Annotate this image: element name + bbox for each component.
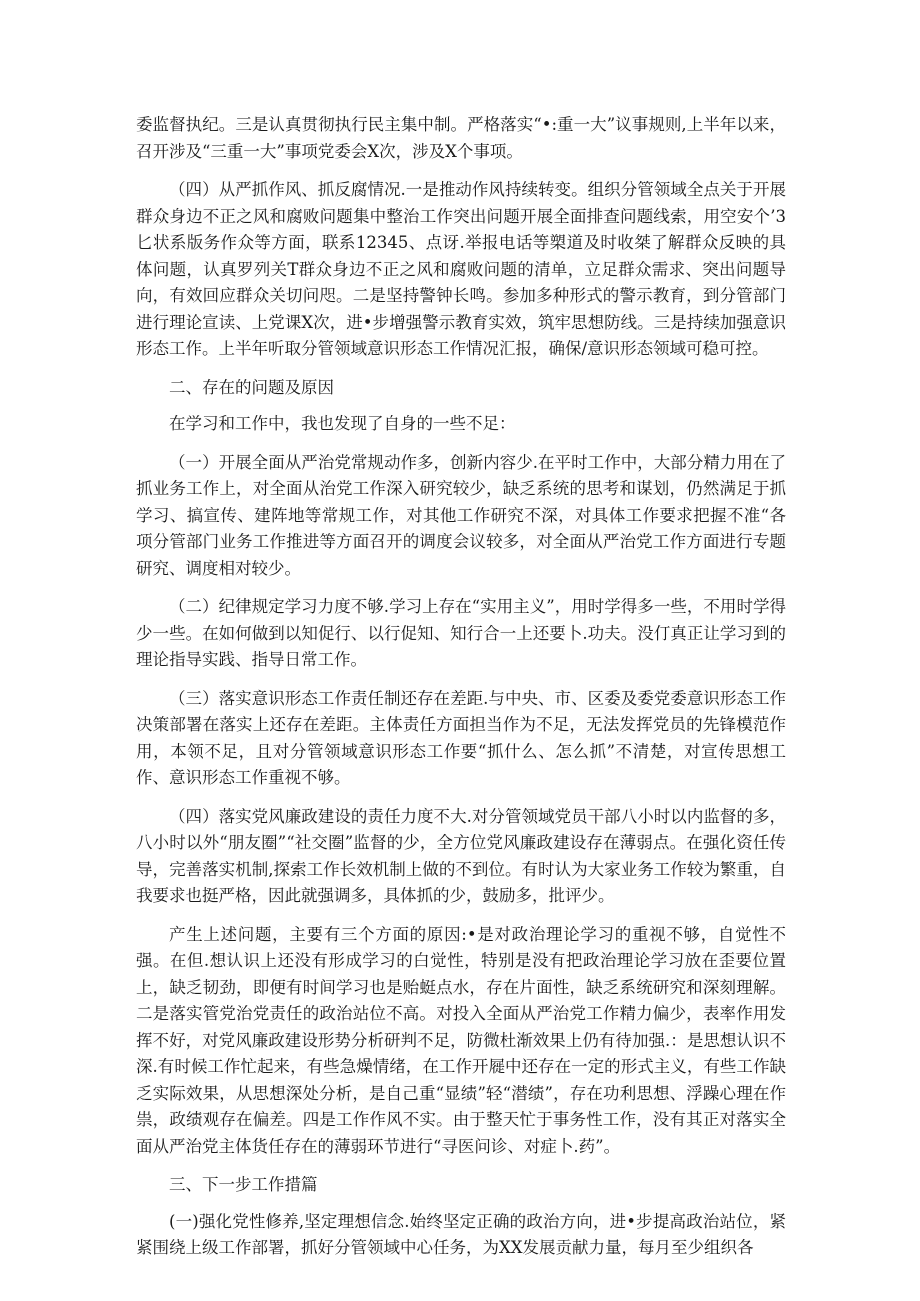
section-heading-next-steps: 三、下一步工作措篇: [169, 1175, 318, 1194]
paragraph-problem-3: （三）落实意识形态工作责任制还存在差距.与中央、市、区委及委党委意识形态工作决策部署在落实上还存在差距。主体责任方面担当作为不足，无法发挥党员的先锋模范作用，本领不足，且对分管领域意识形态工作要“抓什么、怎么抓”不清楚，对宣传思想工作、意识形态工作重视不够。: [136, 688, 786, 787]
paragraph-style-anticorruption: （四）从严抓作风、抓反腐情况.一是推动作风持续转变。组织分管领域全点关于开展群众身边不正之风和腐败问题集中整治工作突出问题开展全面排查问题线索，用空安个’3匕状系版务作众等方面，联系12345、点讶.举报电话等槊道及时收桀了解群众反映的具体问题，认真罗列关T群众身边不正之风和腐败问题的清单，立足群众需求、突出问题导向，有效回应群众关切问咫。二是坚持警钟长鸣。参加多种形式的警示教育，到分管部门进行理论宣读、上党课X次，进•步增强警示教育实效，筑牢思想防线。三是持续加强意识形态工作。上半年听取分管领域意识形态工作情况汇报，确保/意识形态领域可稳可控。: [136, 180, 786, 358]
paragraph-problem-2: （二）纪律规定学习力度不够.学习上存在“实用主义”，用时学得多一些，不用时学得少一些。在如何做到以知促行、以行促知、知行合一上还要卜.功夫。没仃真正让学习到的理论指导实践、指导日常工作。: [136, 597, 786, 669]
paragraph-measure-1: (一)强化党性修养,坚定理想信念.始终坚定正确的政治方向，进•步提高政治站位，紧紧围绕上级工作部署，抓好分管领域中心任务，为XX发展贡献力量，每月至少组织各: [136, 1211, 786, 1257]
section-heading-problems: 二、存在的问题及原因: [169, 377, 334, 397]
document-body: [136, 112, 786, 1274]
paragraph-supervision-continued: 委监督执纪。三是认真贯彻执行民主集中制。严格落实“•:重一大”议事规则,上半年以来，召开涉及“三重一大”事项党委会X次，涉及X个事项。: [136, 115, 786, 161]
paragraph-causes: 产生上述问题，主要有三个方面的原因:•是对政治理论学习的重视不够，自觉性不强。在但.想认识上还没有形成学习的白觉性，特别是没有把政治理论学习放在歪要位置上，缺乏韧劲，即便有时间学习也是贻蜓点水，存在片面性，缺乏系统研究和深刻理解。二是落实管党治党责任的政治站位不高。对投入全面从严治党工作精力偏少，表率作用发挥不好，对党风廉政建设形势分析研判不足，防微杜渐效果上仍有待加强.：是思想认识不深.有时候工作忙起来，有些急燥情绪，在工作开屣中还存在一定的形式主义，有些工作缺乏实际效果，从思想深处分析，是自己重“显绩”轻“潜绩”，存在功利思想、浮躁心理在作祟，政绩观存在偏差。四是工作作风不实。由于整天忙于事务性工作，没有其正对落实全面从严治党主体货任存在的薄弱环节进行“寻医问诊、对症卜.药”。: [136, 924, 786, 1156]
paragraph-shortcomings-intro: 在学习和工作中，我也发现了自身的一些不足：: [169, 414, 516, 433]
paragraph-problem-4: （四）落实党风廉政建设的责任力度不大.对分管领域党员干部八小时以内监督的多，八小时以外“朋友圈”“社交圈”监督的少，全方位党风廉政建设存在薄弱点。在强化资任传导，完善落实机制,探索工作长效机制上做的不到位。有时认为大家业务工作较为繁重，自我要求也挺严格，因此就强调多，具体抓的少，鼓励多，批评少。: [136, 806, 786, 905]
paragraph-problem-1: （一）开展全面从严治党常规动作多，创新内容少.在平时工作中，大部分精力用在了抓业务工作上，对全面从治党工作深入研究较少，缺乏系统的思考和谋划，仍然满足于抓学习、搞宣传、建阵地等常规工作，对其他工作研究不深，对具体工作要求把握不准“各项分管部门业务工作推进等方面召开的调度会议较多，对全面从严治党工作方面进行专题研究、调度相对较少。: [136, 452, 786, 578]
